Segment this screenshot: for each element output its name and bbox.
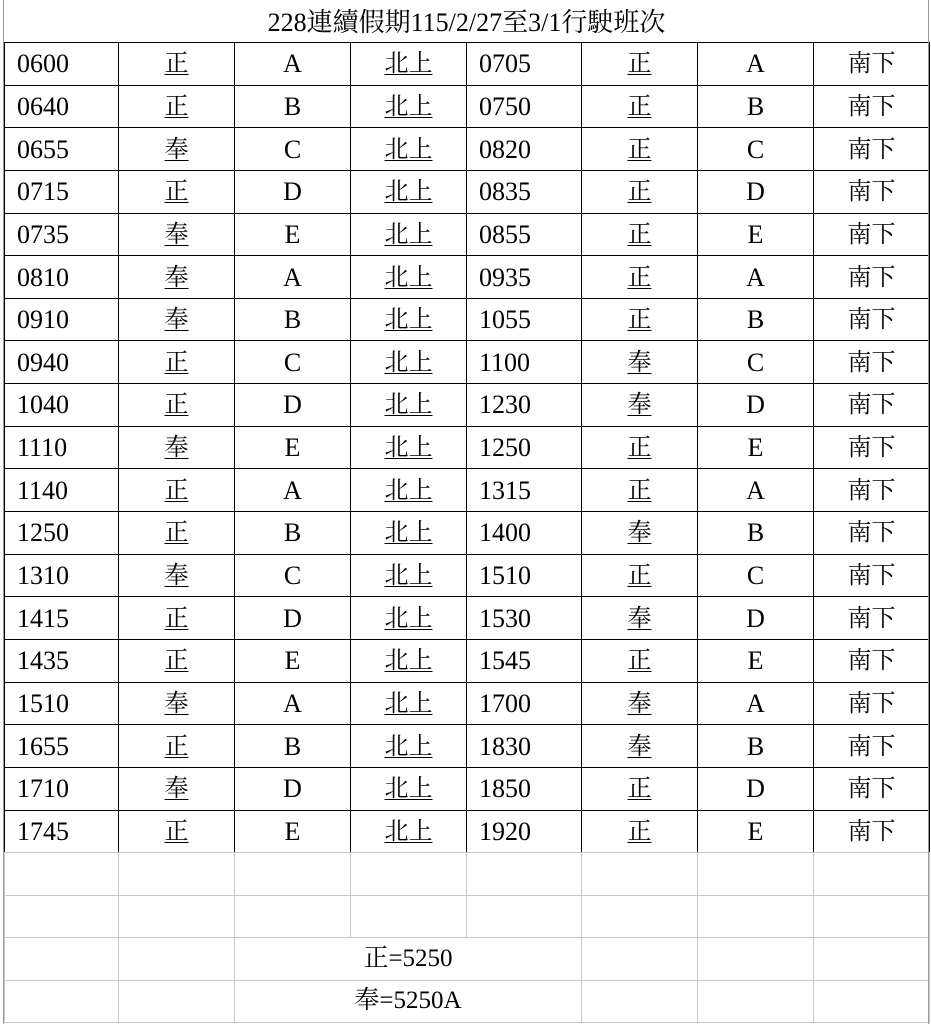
cell-dir-north[interactable]: 北上 [351,85,467,128]
cell-type-south[interactable]: 正 [582,767,698,810]
cell-time-north[interactable]: 0715 [5,170,119,213]
cell-type-south[interactable]: 正 [582,128,698,171]
empty-cell[interactable] [119,853,235,896]
cell-route-south[interactable]: B [698,512,814,555]
table-row [5,810,930,853]
cell-type-south[interactable]: 正 [582,298,698,341]
cell-dir-north[interactable]: 北上 [351,639,467,682]
cell-route-south[interactable]: B [698,298,814,341]
cell-dir-north[interactable]: 北上 [351,256,467,299]
table-row [5,469,930,512]
cell-dir-north[interactable]: 北上 [351,554,467,597]
table-row [5,512,930,555]
cell-type-north[interactable]: 正 [119,469,235,512]
cell-route-south[interactable]: D [698,170,814,213]
cell-type-north[interactable]: 正 [119,43,235,86]
empty-cell[interactable] [698,938,814,981]
empty-cell[interactable] [351,895,467,938]
cell-type-north[interactable]: 正 [119,810,235,853]
cell-dir-north[interactable]: 北上 [351,810,467,853]
cell-route-south[interactable]: A [698,256,814,299]
empty-cell[interactable] [582,853,698,896]
cell-route-north[interactable]: E [235,213,351,256]
cell-type-south[interactable]: 正 [582,43,698,86]
cell-route-south[interactable]: C [698,554,814,597]
cell-dir-south[interactable]: 南下 [814,213,930,256]
cell-time-south[interactable]: 1315 [467,469,582,512]
spreadsheet [4,0,929,1024]
cell-route-south[interactable]: B [698,85,814,128]
cell-route-south[interactable]: B [698,725,814,768]
cell-dir-south[interactable]: 南下 [814,85,930,128]
cell-route-south[interactable]: A [698,469,814,512]
empty-cell[interactable] [814,895,930,938]
cell-type-north[interactable]: 正 [119,85,235,128]
cell-dir-south[interactable]: 南下 [814,554,930,597]
empty-cell[interactable] [814,853,930,896]
cell-dir-north[interactable]: 北上 [351,725,467,768]
cell-dir-south[interactable]: 南下 [814,128,930,171]
cell-time-north[interactable]: 1310 [5,554,119,597]
cell-route-south[interactable]: E [698,810,814,853]
cell-dir-south[interactable]: 南下 [814,682,930,725]
cell-route-north[interactable]: A [235,469,351,512]
cell-type-north[interactable]: 正 [119,512,235,555]
empty-cell[interactable] [235,853,351,896]
cell-route-north[interactable]: A [235,256,351,299]
cell-dir-south[interactable]: 南下 [814,639,930,682]
cell-time-south[interactable]: 1545 [467,639,582,682]
schedule-body [5,43,930,853]
cell-type-south[interactable]: 正 [582,554,698,597]
cell-type-south[interactable]: 正 [582,256,698,299]
cell-time-north[interactable]: 0910 [5,298,119,341]
cell-dir-south[interactable]: 南下 [814,341,930,384]
cell-type-south[interactable]: 正 [582,85,698,128]
cell-type-south[interactable]: 正 [582,639,698,682]
cell-time-south[interactable]: 1920 [467,810,582,853]
table-row [5,426,930,469]
cell-time-north[interactable]: 1110 [5,426,119,469]
table-row [5,85,930,128]
cell-time-south[interactable]: 0855 [467,213,582,256]
cell-time-north[interactable]: 1510 [5,682,119,725]
cell-route-north[interactable]: E [235,810,351,853]
cell-route-south[interactable]: D [698,767,814,810]
note-feng[interactable]: 奉=5250A [235,980,582,1023]
cell-route-south[interactable]: A [698,682,814,725]
empty-cell[interactable] [235,895,351,938]
cell-type-south[interactable]: 奉 [582,384,698,427]
empty-cell[interactable] [814,980,930,1023]
empty-cell[interactable] [467,853,582,896]
table-row [5,170,930,213]
cell-route-north[interactable]: D [235,170,351,213]
cell-dir-south[interactable]: 南下 [814,725,930,768]
cell-dir-north[interactable]: 北上 [351,170,467,213]
cell-dir-north[interactable]: 北上 [351,128,467,171]
table-row [5,767,930,810]
cell-time-north[interactable]: 1435 [5,639,119,682]
cell-dir-south[interactable]: 南下 [814,298,930,341]
cell-time-south[interactable]: 1510 [467,554,582,597]
cell-route-north[interactable]: D [235,384,351,427]
empty-cell[interactable] [582,895,698,938]
cell-time-south[interactable]: 1530 [467,597,582,640]
cell-time-south[interactable]: 1850 [467,767,582,810]
empty-cell[interactable] [119,938,235,981]
cell-time-north[interactable]: 0735 [5,213,119,256]
empty-cell[interactable] [5,895,119,938]
cell-route-south[interactable]: D [698,597,814,640]
empty-cell[interactable] [5,938,119,981]
empty-cell[interactable] [5,980,119,1023]
cell-route-north[interactable]: B [235,298,351,341]
cell-dir-north[interactable]: 北上 [351,597,467,640]
cell-type-north[interactable]: 奉 [119,256,235,299]
cell-route-south[interactable]: C [698,128,814,171]
cell-dir-north[interactable]: 北上 [351,469,467,512]
empty-row [5,895,930,938]
empty-row [5,853,930,896]
cell-dir-south[interactable]: 南下 [814,426,930,469]
cell-dir-north[interactable]: 北上 [351,384,467,427]
cell-route-north[interactable]: A [235,43,351,86]
cell-dir-north[interactable]: 北上 [351,767,467,810]
cell-route-north[interactable]: D [235,597,351,640]
cell-time-south[interactable]: 1100 [467,341,582,384]
note-row [5,938,930,981]
cell-type-south[interactable]: 正 [582,810,698,853]
empty-cell[interactable] [467,895,582,938]
cell-type-south[interactable]: 奉 [582,597,698,640]
schedule-table [4,42,930,853]
cell-time-south[interactable]: 1700 [467,682,582,725]
cell-time-north[interactable]: 0940 [5,341,119,384]
cell-dir-north[interactable]: 北上 [351,512,467,555]
cell-type-north[interactable]: 正 [119,725,235,768]
table-row [5,639,930,682]
cell-time-north[interactable]: 0655 [5,128,119,171]
cell-dir-north[interactable]: 北上 [351,213,467,256]
cell-dir-south[interactable]: 南下 [814,256,930,299]
cell-type-north[interactable]: 正 [119,384,235,427]
cell-time-south[interactable]: 1400 [467,512,582,555]
cell-type-north[interactable]: 奉 [119,554,235,597]
cell-route-south[interactable]: A [698,43,814,86]
cell-time-north[interactable]: 0810 [5,256,119,299]
table-row [5,597,930,640]
cell-dir-south[interactable]: 南下 [814,810,930,853]
empty-cell[interactable] [814,938,930,981]
cell-route-north[interactable]: C [235,554,351,597]
cell-type-south[interactable]: 正 [582,426,698,469]
cell-dir-south[interactable]: 南下 [814,767,930,810]
cell-time-north[interactable]: 0640 [5,85,119,128]
table-row [5,43,930,86]
cell-type-north[interactable]: 奉 [119,128,235,171]
cell-route-north[interactable]: B [235,85,351,128]
cell-type-south[interactable]: 奉 [582,682,698,725]
cell-type-south[interactable]: 奉 [582,512,698,555]
cell-dir-north[interactable]: 北上 [351,43,467,86]
cell-route-north[interactable]: C [235,128,351,171]
cell-dir-south[interactable]: 南下 [814,43,930,86]
cell-time-south[interactable]: 1230 [467,384,582,427]
cell-dir-north[interactable]: 北上 [351,341,467,384]
cell-route-north[interactable]: E [235,639,351,682]
cell-dir-north[interactable]: 北上 [351,298,467,341]
cell-type-south[interactable]: 正 [582,213,698,256]
cell-dir-north[interactable]: 北上 [351,426,467,469]
cell-time-north[interactable]: 1710 [5,767,119,810]
empty-cell[interactable] [582,980,698,1023]
table-row [5,384,930,427]
cell-type-north[interactable]: 正 [119,170,235,213]
table-row [5,298,930,341]
cell-time-north[interactable]: 1745 [5,810,119,853]
cell-type-south[interactable]: 奉 [582,341,698,384]
cell-route-south[interactable]: D [698,384,814,427]
cell-time-north[interactable]: 1250 [5,512,119,555]
cell-time-north[interactable]: 0600 [5,43,119,86]
empty-cell[interactable] [351,853,467,896]
cell-dir-south[interactable]: 南下 [814,170,930,213]
cell-time-north[interactable]: 1140 [5,469,119,512]
cell-time-south[interactable]: 0705 [467,43,582,86]
note-zheng[interactable]: 正=5250 [235,938,582,981]
cell-time-south[interactable]: 0835 [467,170,582,213]
table-row [5,341,930,384]
cell-time-north[interactable]: 1415 [5,597,119,640]
cell-dir-south[interactable]: 南下 [814,512,930,555]
cell-route-south[interactable]: E [698,639,814,682]
cell-time-south[interactable]: 1055 [467,298,582,341]
cell-type-north[interactable]: 奉 [119,298,235,341]
table-row [5,213,930,256]
sheet-left-edge [3,0,4,1024]
empty-grid [4,852,930,1023]
empty-cell[interactable] [119,980,235,1023]
cell-type-south[interactable]: 正 [582,170,698,213]
table-row [5,554,930,597]
cell-route-south[interactable]: C [698,341,814,384]
note-row [5,980,930,1023]
cell-type-north[interactable]: 正 [119,639,235,682]
sheet-right-edge [928,0,929,1024]
cell-type-north[interactable]: 奉 [119,426,235,469]
table-row [5,256,930,299]
empty-cell[interactable] [698,853,814,896]
cell-route-south[interactable]: E [698,213,814,256]
cell-type-north[interactable]: 奉 [119,213,235,256]
empty-cell[interactable] [698,980,814,1023]
empty-cell[interactable] [582,938,698,981]
cell-time-south[interactable]: 1250 [467,426,582,469]
cell-route-south[interactable]: E [698,426,814,469]
cell-dir-north[interactable]: 北上 [351,682,467,725]
cell-time-south[interactable]: 0935 [467,256,582,299]
cell-time-south[interactable]: 0750 [467,85,582,128]
cell-type-south[interactable]: 正 [582,469,698,512]
cell-time-south[interactable]: 1830 [467,725,582,768]
cell-route-north[interactable]: E [235,426,351,469]
cell-route-north[interactable]: B [235,725,351,768]
sheet-title: 228連續假期115/2/27至3/1行駛班次 [4,0,929,43]
cell-route-north[interactable]: D [235,767,351,810]
cell-type-north[interactable]: 正 [119,597,235,640]
empty-cell[interactable] [5,853,119,896]
cell-route-north[interactable]: A [235,682,351,725]
cell-time-north[interactable]: 1655 [5,725,119,768]
cell-dir-south[interactable]: 南下 [814,597,930,640]
cell-time-north[interactable]: 1040 [5,384,119,427]
empty-cell[interactable] [119,895,235,938]
cell-route-north[interactable]: C [235,341,351,384]
cell-dir-south[interactable]: 南下 [814,384,930,427]
table-row [5,725,930,768]
empty-cell[interactable] [698,895,814,938]
cell-type-south[interactable]: 奉 [582,725,698,768]
cell-type-north[interactable]: 正 [119,341,235,384]
cell-type-north[interactable]: 奉 [119,682,235,725]
cell-route-north[interactable]: B [235,512,351,555]
cell-type-north[interactable]: 奉 [119,767,235,810]
table-row [5,128,930,171]
cell-time-south[interactable]: 0820 [467,128,582,171]
cell-dir-south[interactable]: 南下 [814,469,930,512]
table-row [5,682,930,725]
